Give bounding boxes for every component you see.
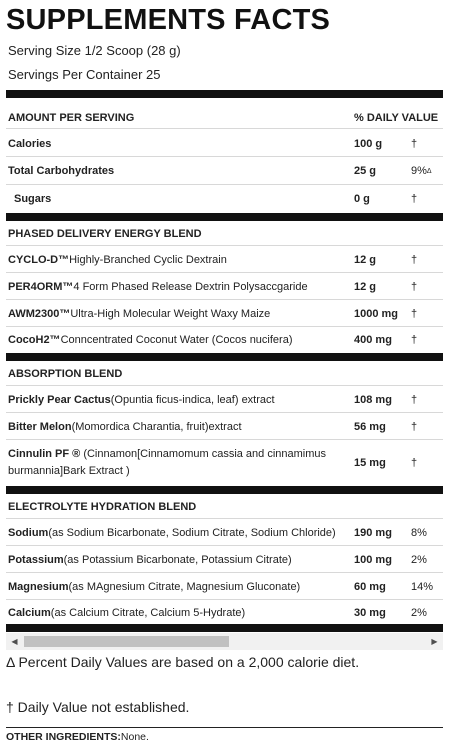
ingredient-dv: 2% (411, 553, 427, 566)
nutrient-dv (411, 158, 432, 184)
ingredient-amount: 12 g (354, 280, 377, 293)
ingredient-row (6, 547, 443, 573)
page-title: SUPPLEMENTS FACTS (6, 4, 331, 36)
ingredient-detail: Ultra-High Molecular Weight Waxy Maize (70, 307, 271, 320)
ingredient-name (8, 247, 348, 272)
ingredient-detail: Conncentrated Coconut Water (Cocos nucifera) (60, 334, 293, 346)
ingredient-row (6, 414, 443, 440)
horizontal-scrollbar[interactable] (6, 633, 443, 650)
ingredient-dv: † (411, 280, 418, 293)
ingredient-dv: † (411, 456, 418, 469)
nutrient-dv: † (411, 137, 418, 150)
ingredient-bold: Sodium (8, 526, 49, 539)
nutrient-amount: 100 g (354, 137, 383, 150)
ingredient-amount: 15 mg (354, 456, 386, 469)
ingredient-detail: (Momordica Charantia, fruit)extract (71, 420, 242, 433)
blend-title-text: ELECTROLYTE HYDRATION BLEND (8, 500, 197, 513)
ingredient-amount: 190 mg (354, 526, 392, 539)
ingredient-bold: Prickly Pear Cactus (8, 393, 111, 406)
other-ingredients (6, 727, 443, 743)
ingredient-row (6, 387, 443, 413)
nutrient-name: Sugars (14, 193, 52, 205)
ingredient-dv: † (411, 253, 418, 266)
blend-title (6, 222, 443, 246)
dv-value: 9% (411, 165, 427, 177)
ingredient-bold: Calcium (8, 606, 51, 619)
ingredient-bold: AWM2300™ (8, 307, 71, 320)
ingredient-name (8, 574, 348, 599)
ingredient-amount: 12 g (354, 253, 377, 266)
thick-divider (6, 486, 443, 494)
ingredient-name (8, 387, 348, 412)
ingredient-amount: 100 mg (354, 553, 392, 566)
blend-title (6, 495, 443, 519)
blend-title (6, 362, 443, 386)
delta-marker: Δ (426, 167, 432, 175)
ingredient-bold: Magnesium (8, 580, 69, 593)
ingredient-bold: CocoH2™ (8, 334, 61, 346)
other-ingredients-label: OTHER INGREDIENTS: (6, 731, 121, 743)
ingredient-detail: (as Calcium Citrate, Calcium 5-Hydrate) (50, 606, 246, 619)
ingredient-bold: CYCLO-D™ (8, 253, 70, 266)
ingredient-amount: 56 mg (354, 420, 386, 433)
nutrient-amount: 0 g (354, 193, 370, 205)
daily-value-label: % DAILY VALUE (354, 111, 439, 124)
ingredient-dv: 2% (411, 606, 427, 619)
scrollbar-thumb[interactable] (24, 636, 229, 647)
ingredient-amount: 1000 mg (354, 307, 399, 320)
blend-title-text: PHASED DELIVERY ENERGY BLEND (8, 227, 202, 240)
ingredient-detail: (Opuntia ficus-indica, leaf) extract (110, 393, 275, 406)
scroll-right-icon[interactable]: ▶ (431, 637, 438, 646)
thick-divider (6, 213, 443, 221)
nutrient-row (6, 158, 443, 185)
ingredient-name (8, 441, 348, 484)
ingredient-detail: 4 Form Phased Release Dextrin Polysaccgaride (73, 280, 308, 293)
ingredient-dv: † (411, 307, 418, 320)
ingredient-row (6, 574, 443, 600)
ingredient-dv: 14% (411, 580, 434, 593)
ingredient-row (6, 274, 443, 300)
ingredient-bold: Cinnulin PF ® (8, 447, 81, 460)
ingredient-name (8, 274, 348, 299)
ingredient-detail: (as MAgnesium Citrate, Magnesium Gluconate) (68, 580, 301, 593)
servings-per-container: Servings Per Container 25 (8, 67, 161, 82)
ingredient-dv: † (411, 420, 418, 433)
blend-title-text: ABSORPTION BLEND (8, 367, 123, 380)
ingredient-name (8, 547, 348, 572)
ingredient-bold: PER4ORM™ (8, 280, 74, 293)
ingredient-row (6, 328, 443, 352)
ingredient-name (8, 301, 348, 326)
scroll-left-icon[interactable]: ◀ (11, 637, 18, 646)
ingredient-row (6, 520, 443, 546)
ingredient-row (6, 601, 443, 624)
nutrient-name: Total Carbohydrates (8, 165, 115, 177)
ingredient-name (8, 520, 348, 545)
ingredient-amount: 60 mg (354, 580, 386, 593)
ingredient-detail: (Cinnamon[Cinnamomum cassia and cinnamimus burmannia]Bark Extract ) (8, 447, 327, 477)
serving-size: Serving Size 1/2 Scoop (28 g) (8, 43, 181, 58)
footnote-not-established: † Daily Value not established. (6, 699, 190, 715)
ingredient-name (8, 601, 348, 624)
ingredient-bold: Potassium (8, 553, 64, 566)
ingredient-bold: Bitter Melon (8, 420, 72, 433)
nutrient-name: Calories (8, 137, 52, 150)
ingredient-detail: Highly-Branched Cyclic Dextrain (69, 253, 227, 266)
other-ingredients-value: None. (120, 731, 149, 743)
nutrient-dv: † (411, 193, 418, 205)
ingredient-name (8, 414, 348, 439)
footnote-daily-values: Δ Percent Daily Values are based on a 2,000 calorie diet. (6, 654, 360, 670)
ingredient-amount: 30 mg (354, 606, 386, 619)
ingredient-dv: † (411, 393, 418, 406)
nutrient-row (6, 131, 443, 157)
ingredient-amount: 108 mg (354, 393, 392, 406)
ingredient-row (6, 247, 443, 273)
ingredient-row (6, 301, 443, 327)
ingredient-detail: (as Potassium Bicarbonate, Potassium Citrate) (63, 553, 292, 566)
nutrient-row (6, 186, 443, 212)
ingredient-amount: 400 mg (354, 334, 392, 346)
thick-divider (6, 90, 443, 98)
ingredient-dv: † (411, 334, 418, 346)
ingredient-dv: 8% (411, 526, 427, 539)
ingredient-row (6, 441, 443, 484)
ingredient-detail: (as Sodium Bicarbonate, Sodium Citrate, Sodium Chloride) (48, 526, 336, 539)
thick-divider (6, 353, 443, 361)
thick-divider (6, 624, 443, 632)
nutrient-amount: 25 g (354, 165, 377, 177)
column-header (6, 107, 443, 129)
ingredient-name (8, 328, 348, 352)
amount-per-serving-label: AMOUNT PER SERVING (8, 111, 135, 124)
